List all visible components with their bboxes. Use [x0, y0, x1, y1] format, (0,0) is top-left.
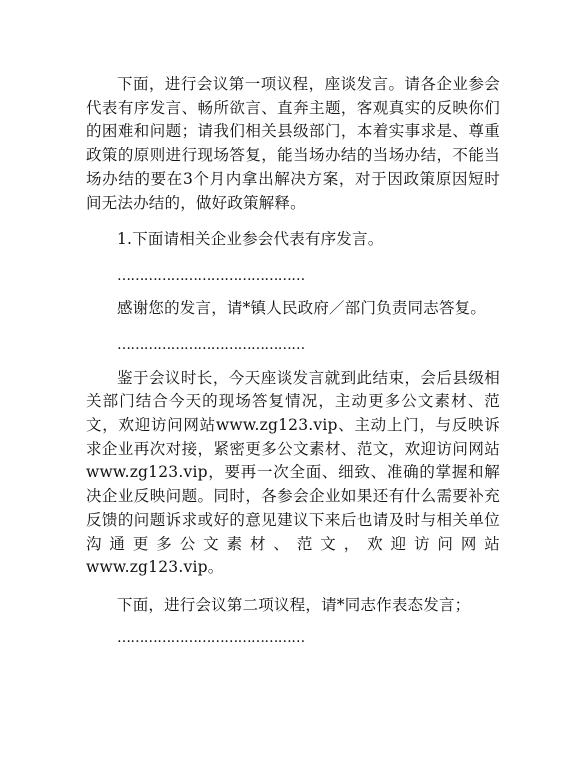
ellipsis-line: ……………………………………	[117, 629, 305, 646]
paragraph-thanks-reply: 感谢您的发言，请*镇人民政府／部门负责同志答复。	[117, 298, 487, 317]
ellipsis-line: ……………………………………	[117, 336, 305, 353]
paragraph-conclusion: 鉴于会议时长，今天座谈发言就到此结束，会后县级相关部门结合今天的现场答复情况，主动更多公文素材、范文，欢迎访问网站www.zg123.vip、主动上门，与反映诉求企业再次对接，紧密更多公文素材、范文，欢迎访问网站www.zg123.vip，要再一次全面、细致、准确的掌握和解决企业反映问题。同时，各参会企业如果还有什么需要补充反馈的问题诉求或好的意见建议下来后也请及时与相关单位沟通更多公文素材、范文，欢迎访问网站www.zg123.vip。	[86, 368, 500, 577]
paragraph-enterprise-speeches: 1.下面请相关企业参会代表有序发言。	[117, 230, 384, 249]
ellipsis-line: ……………………………………	[117, 267, 305, 284]
paragraph-agenda-one: 下面，进行会议第一项议程，座谈发言。请各企业参会代表有序发言、畅所欲言、直奔主题，客观真实的反映你们的困难和问题；请我们相关县级部门，本着实事求是、尊重政策的原则进行现场答复，能当场办结的当场办结，不能当场办结的要在3个月内拿出解决方案，对于因政策原因短时间无法办结的，做好政策解释。	[86, 75, 500, 212]
paragraph-agenda-two: 下面，进行会议第二项议程，请*同志作表态发言；	[117, 595, 471, 614]
document-body	[86, 73, 500, 648]
